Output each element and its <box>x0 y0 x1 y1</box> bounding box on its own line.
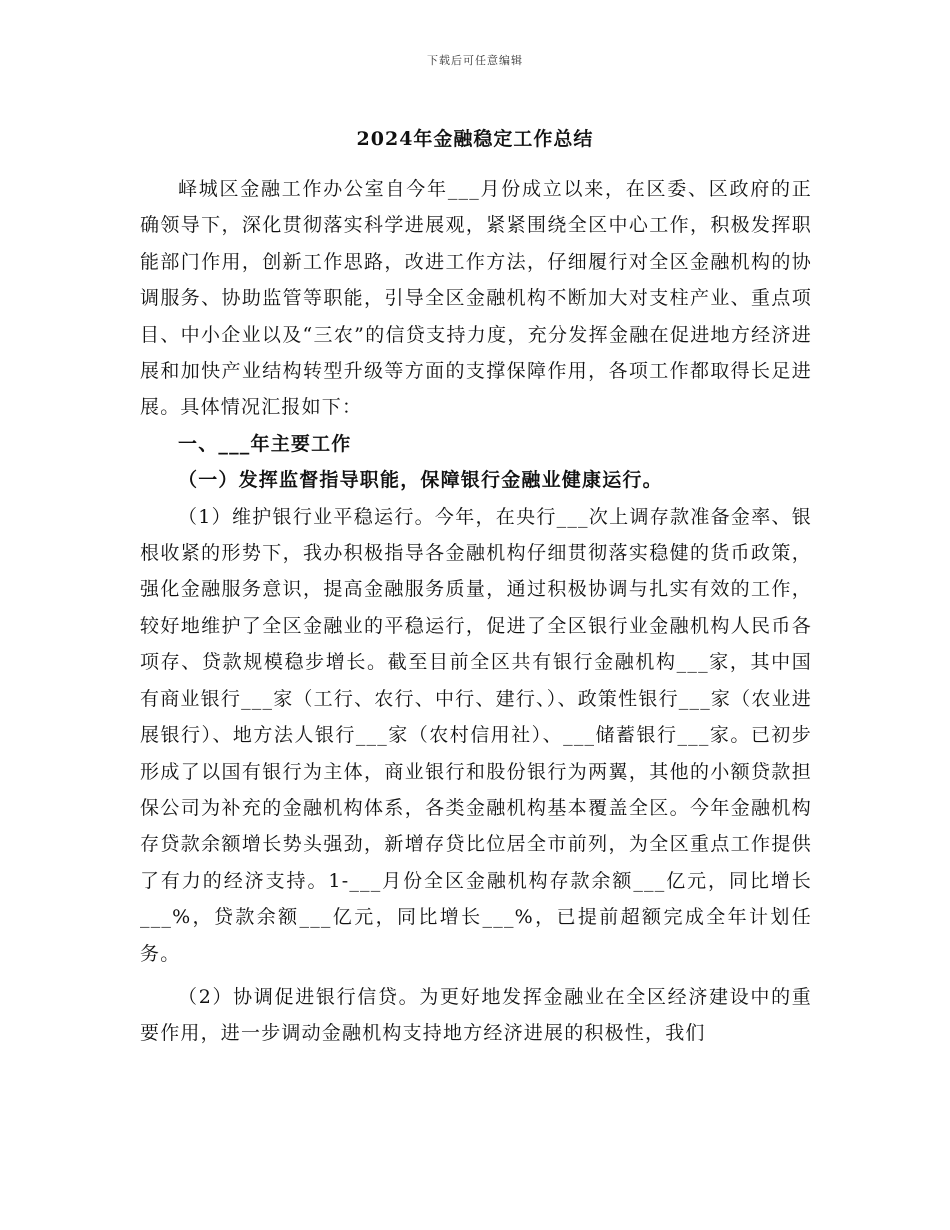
subsection-heading: （一）发挥监督指导职能，保障银行金融业健康运行。 <box>178 469 663 492</box>
section-heading: 一、___年主要工作 <box>178 432 352 455</box>
document-body <box>140 171 812 1052</box>
header-note: 下载后可任意编辑 <box>427 54 523 67</box>
body-paragraph-2: （2）协调促进银行信贷。为更好地发挥金融业在全区经济建设中的重要作用，进一步调动金融机构支持地方经济进展的积极性，我们 <box>140 985 812 1045</box>
body-paragraph-1: （1）维护银行业平稳运行。今年，在央行___次上调存款准备金率、银根收紧的形势下，我办积极指导各金融机构仔细贯彻落实稳健的货币政策，强化金融服务意识，提高金融服务质量，通过积极协调与扎实有效的工作，较好地维护了全区金融业的平稳运行，促进了全区银行业金融机构人民币各项存、贷款规模稳步增长。截至目前全区共有银行金融机构___家，其中国有商业银行___家（工行、农行、中行、建行、）、政策性银行___家（农业进展银行）、地方法人银行___家（农村信用社）、___储蓄银行___家。已初步形成了以国有银行为主体，商业银行和股份银行为两翼，其他的小额贷款担保公司为补充的金融机构体系，各类金融机构基本覆盖全区。今年金融机构存贷款余额增长势头强劲，新增存贷比位居全市前列，为全区重点工作提供了有力的经济支持。1-___月份全区金融机构存款余额___亿元，同比增长___%，贷款余额___亿元，同比增长___%，已提前超额完成全年计划任务。 <box>140 505 812 965</box>
intro-paragraph: 峄城区金融工作办公室自今年___月份成立以来，在区委、区政府的正确领导下，深化贯彻落实科学进展观，紧紧围绕全区中心工作，积极发挥职能部门作用，创新工作思路，改进工作方法，仔细履行对全区金融机构的协调服务、协助监管等职能，引导全区金融机构不断加大对支柱产业、重点项目、中小企业以及“三农”的信贷支持力度，充分发挥金融在促进地方经济进展和加快产业结构转型升级等方面的支撑保障作用，各项工作都取得长足进展。具体情况汇报如下： <box>140 178 812 419</box>
document-title: 2024年金融稳定工作总结 <box>356 128 594 150</box>
